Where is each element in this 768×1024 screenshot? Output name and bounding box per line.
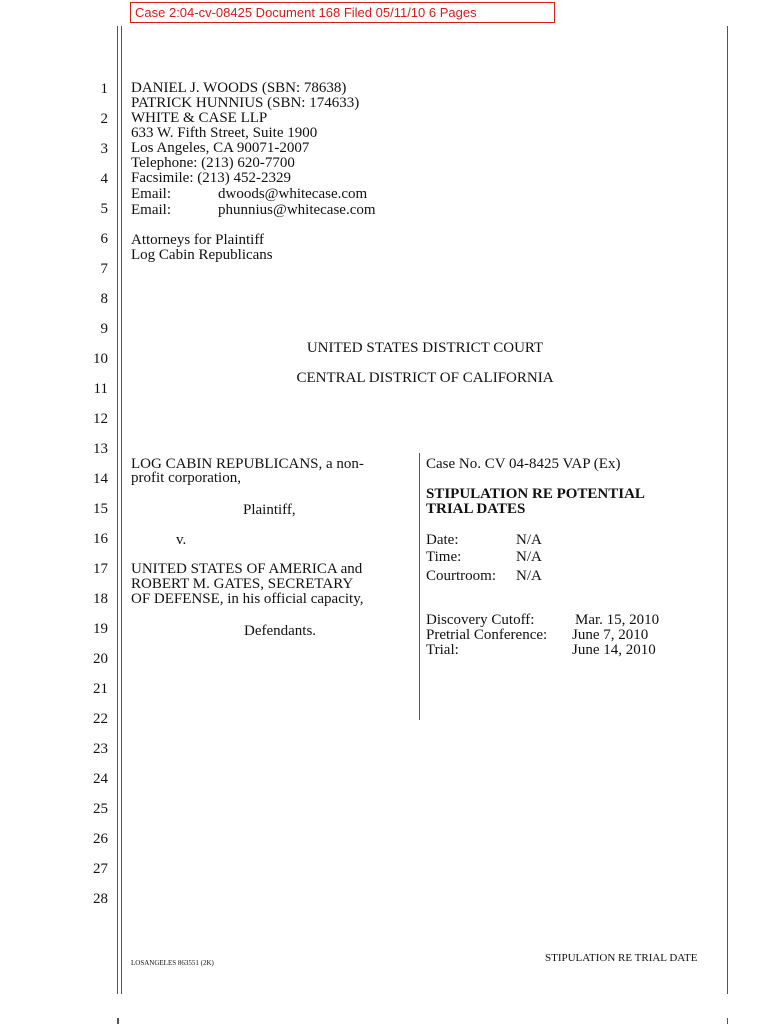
counsel-line: WHITE & CASE LLP xyxy=(131,110,268,126)
filing-stamp: Case 2:04-cv-08425 Document 168 Filed 05/11/10 6 Pages xyxy=(130,2,555,23)
left-margin-rule-outer xyxy=(117,26,118,994)
document-title: STIPULATION RE POTENTIAL xyxy=(426,486,645,502)
pretrial-conference-label: Pretrial Conference: xyxy=(426,627,548,643)
pretrial-conference-value: June 7, 2010 xyxy=(572,627,649,643)
plaintiff-role: Plaintiff, xyxy=(243,502,296,518)
line-number: 9 xyxy=(100,321,108,337)
line-number: 26 xyxy=(93,831,108,847)
left-margin-rule-inner xyxy=(121,26,122,994)
plaintiff-name-cont: profit corporation, xyxy=(131,470,241,486)
line-number: 1 xyxy=(100,81,108,97)
line-number: 24 xyxy=(93,771,108,787)
caption-divider xyxy=(419,453,420,720)
counsel-line: Telephone: (213) 620-7700 xyxy=(131,155,295,171)
trial-value: June 14, 2010 xyxy=(572,642,656,658)
defendant-role: Defendants. xyxy=(244,623,317,639)
line-number: 12 xyxy=(93,411,108,427)
line-number: 2 xyxy=(100,111,108,127)
client-name: Log Cabin Republicans xyxy=(131,247,273,263)
line-number: 21 xyxy=(93,681,108,697)
line-number: 27 xyxy=(93,861,108,877)
footer-document-id: LOSANGELES 863551 (2K) xyxy=(131,959,214,967)
line-number: 17 xyxy=(93,561,108,577)
time-value: N/A xyxy=(516,549,542,565)
line-number: 23 xyxy=(93,741,108,757)
line-number: 19 xyxy=(93,621,108,637)
versus: v. xyxy=(176,532,187,548)
line-number: 6 xyxy=(100,231,108,247)
line-number: 28 xyxy=(93,891,108,907)
line-number: 13 xyxy=(93,441,108,457)
counsel-line: Facsimile: (213) 452-2329 xyxy=(131,170,291,186)
line-number: 15 xyxy=(93,501,108,517)
courtroom-value: N/A xyxy=(516,568,542,584)
right-margin-rule xyxy=(727,26,728,994)
courtroom-label: Courtroom: xyxy=(426,568,496,584)
counsel-line: 633 W. Fifth Street, Suite 1900 xyxy=(131,125,318,141)
counsel-line: PATRICK HUNNIUS (SBN: 174633) xyxy=(131,95,360,111)
line-number: 18 xyxy=(93,591,108,607)
discovery-cutoff-value: Mar. 15, 2010 xyxy=(575,612,660,628)
defendant-name: UNITED STATES OF AMERICA and xyxy=(131,561,363,577)
defendant-name-cont: ROBERT M. GATES, SECRETARY xyxy=(131,576,354,592)
line-number: 3 xyxy=(100,141,108,157)
line-number: 22 xyxy=(93,711,108,727)
defendant-name-cont: OF DEFENSE, in his official capacity, xyxy=(131,591,364,607)
email-address[interactable]: phunnius@whitecase.com xyxy=(218,202,376,218)
next-page-rule-left xyxy=(117,1018,119,1024)
footer-document-title: STIPULATION RE TRIAL DATE xyxy=(545,952,698,964)
line-number: 11 xyxy=(93,381,108,397)
email-label: Email: xyxy=(131,202,171,218)
counsel-line: Los Angeles, CA 90071-2007 xyxy=(131,140,310,156)
line-number: 16 xyxy=(93,531,108,547)
document-title-cont: TRIAL DATES xyxy=(426,501,526,517)
attorneys-for: Attorneys for Plaintiff xyxy=(131,232,265,248)
date-value: N/A xyxy=(516,532,542,548)
line-number: 25 xyxy=(93,801,108,817)
counsel-line: DANIEL J. WOODS (SBN: 78638) xyxy=(131,80,347,96)
court-name: UNITED STATES DISTRICT COURT xyxy=(306,340,544,356)
line-number: 5 xyxy=(100,201,108,217)
discovery-cutoff-label: Discovery Cutoff: xyxy=(426,612,535,628)
line-number: 10 xyxy=(93,351,108,367)
line-number: 20 xyxy=(93,651,108,667)
email-label: Email: xyxy=(131,186,171,202)
line-number: 14 xyxy=(93,471,108,487)
plaintiff-name: LOG CABIN REPUBLICANS, a non- xyxy=(131,456,364,472)
time-label: Time: xyxy=(426,549,462,565)
line-number: 7 xyxy=(100,261,108,277)
line-number: 4 xyxy=(100,171,108,187)
court-district: CENTRAL DISTRICT OF CALIFORNIA xyxy=(296,370,554,386)
trial-label: Trial: xyxy=(426,642,459,658)
case-number: Case No. CV 04-8425 VAP (Ex) xyxy=(426,456,621,472)
line-number: 8 xyxy=(100,291,108,307)
date-label: Date: xyxy=(426,532,459,548)
email-address[interactable]: dwoods@whitecase.com xyxy=(218,186,368,202)
next-page-rule-right xyxy=(727,1018,728,1024)
